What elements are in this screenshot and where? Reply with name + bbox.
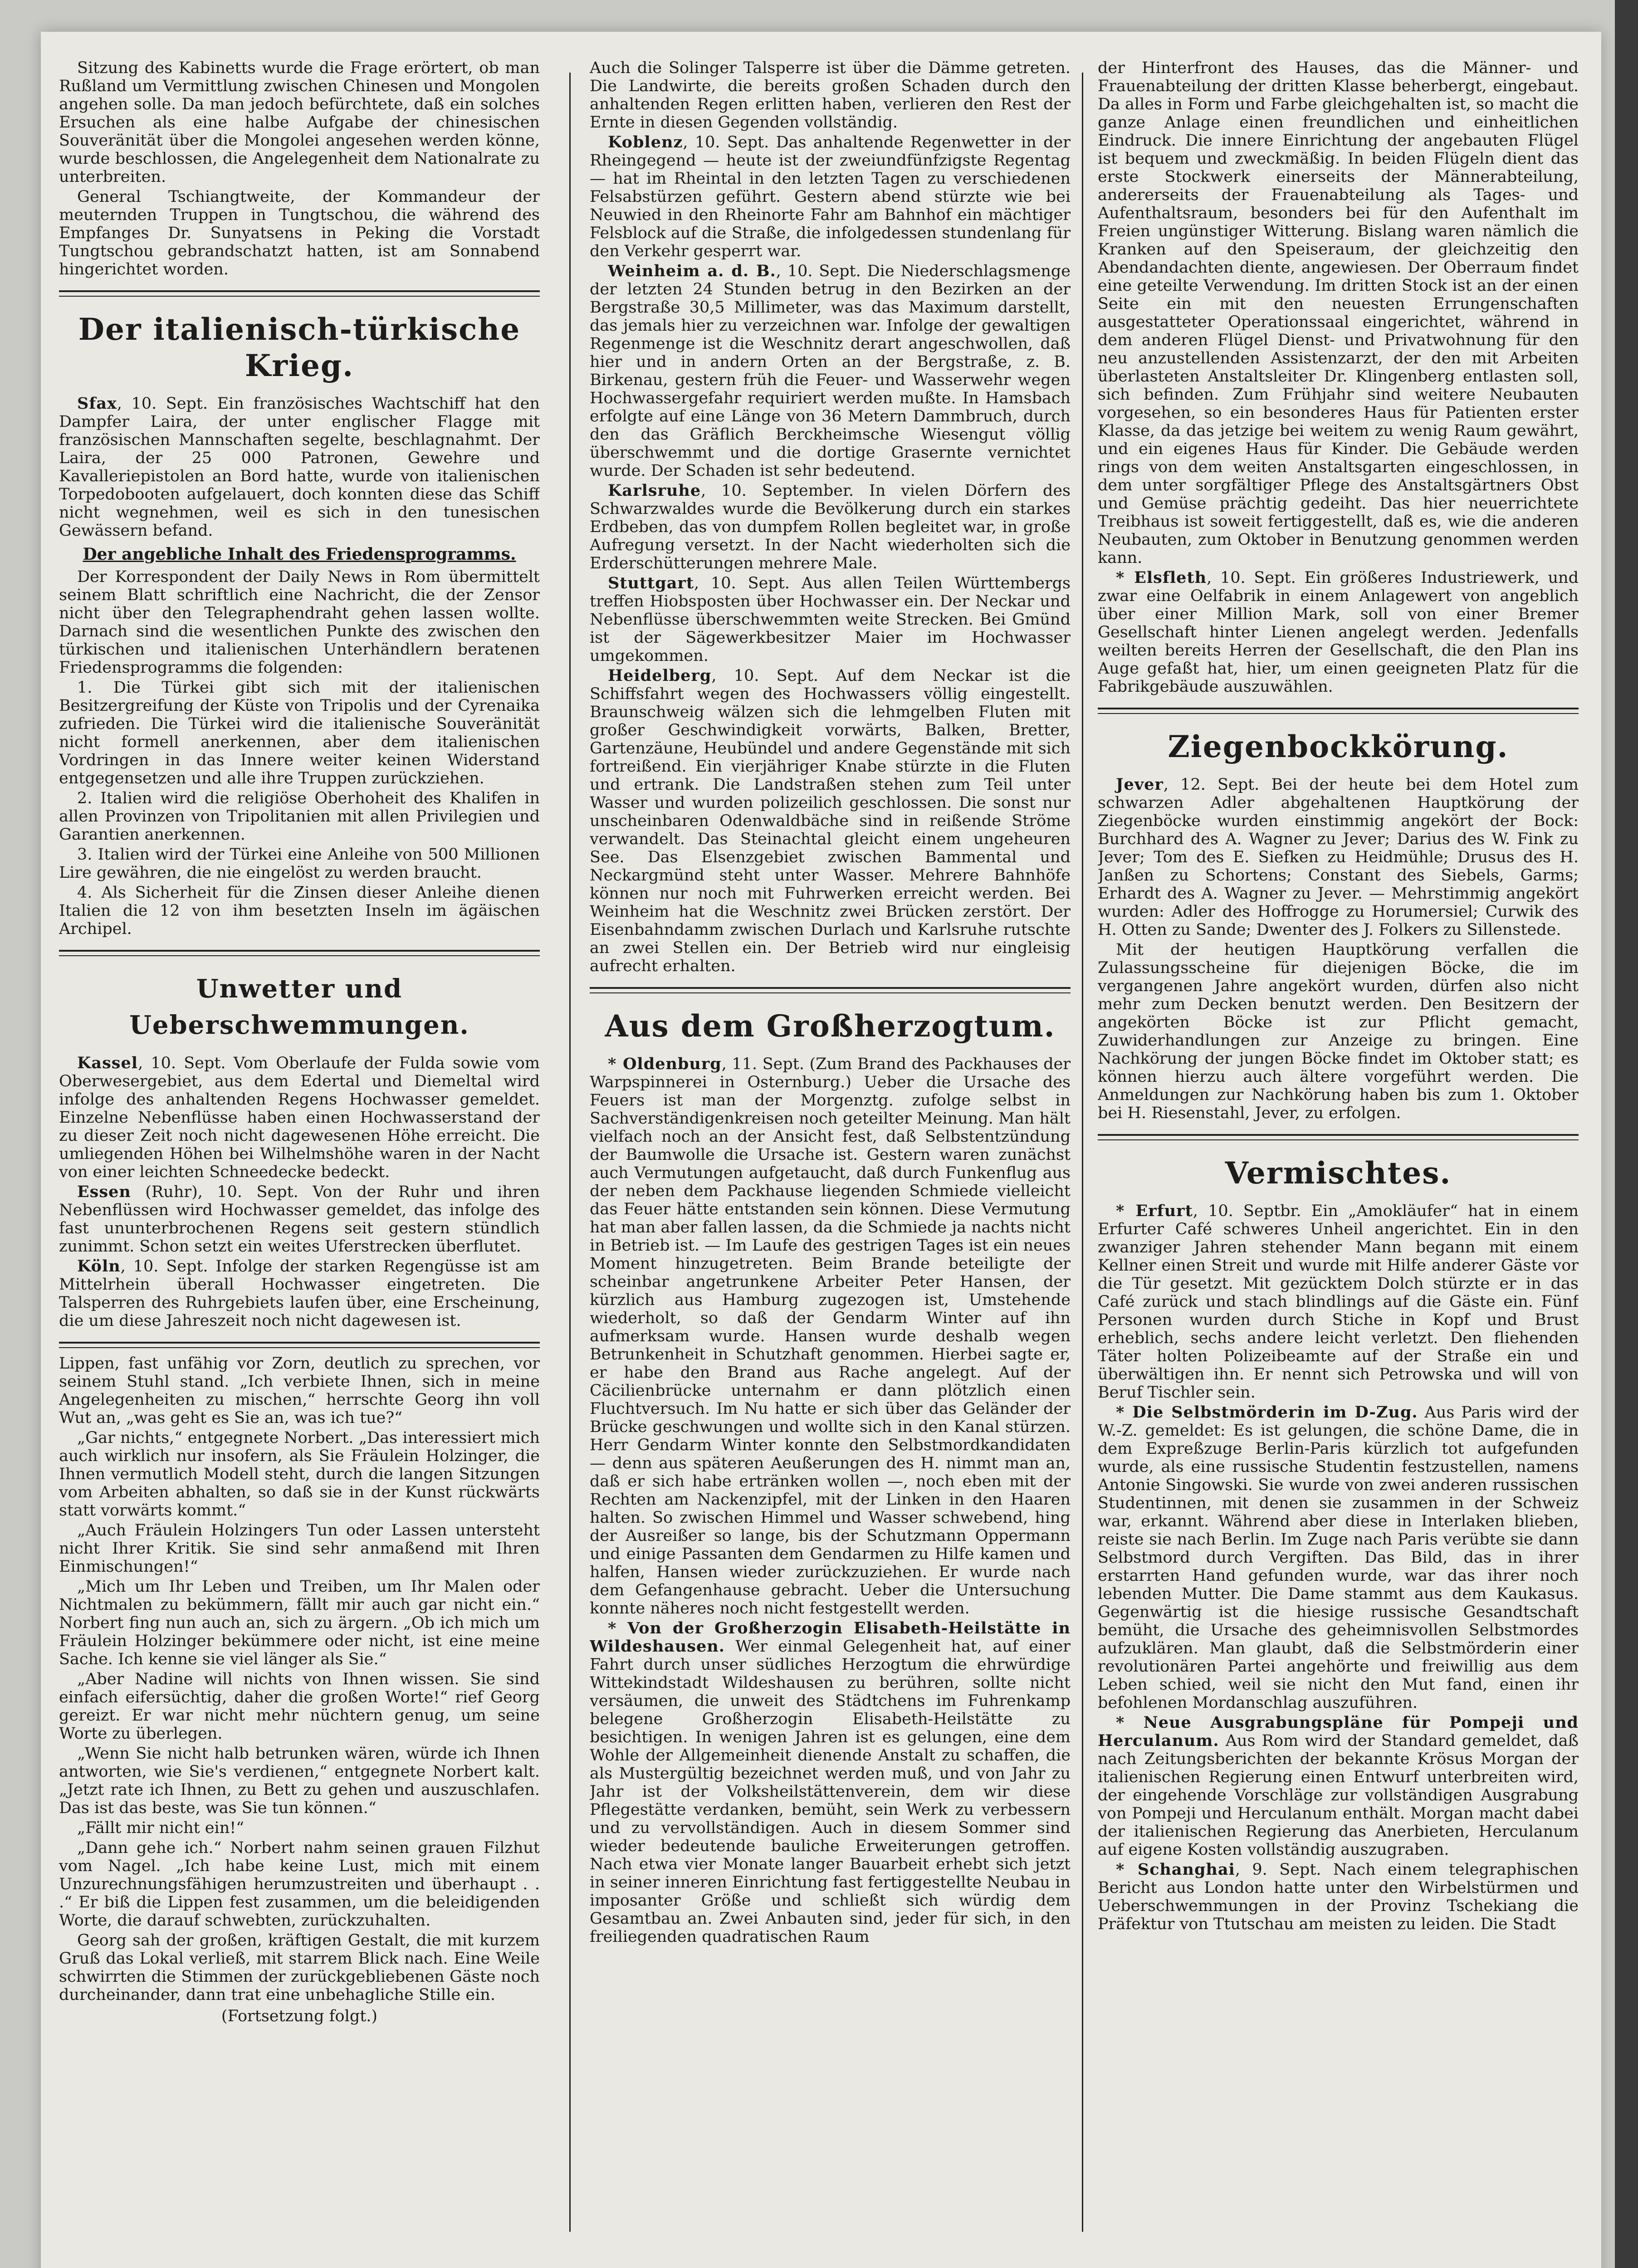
dateline: Heidelberg [608, 666, 712, 685]
column-1 [59, 59, 540, 2263]
section-divider [59, 296, 540, 297]
section-divider [59, 290, 540, 292]
dateline: * Von der Großherzogin Elisabeth-Heilstätte in Wildeshausen. [590, 1619, 1071, 1656]
column-rule [1082, 73, 1083, 2232]
dateline: Jever [1116, 775, 1164, 794]
news-text: , 10. Sept. Infolge der starken Regengüsse ist am Mittelrhein überall Hochwasser eingetreten. Die Talsperren des Ruhrgebiets laufen über, eine Erscheinung, die um diese Jahreszeit noch nicht dagewesen ist. [59, 1257, 540, 1330]
news-text: , 10. Sept. Ein französisches Wachtschiff hat den Dampfer Laira, der unter englischer Flagge mit französischen Mannschaften segelte, beschlagnahmt. Der Laira, der 25 000 Patronen, Gewehre und Kavalleriepistolen an Bord hatte, wurde von italienischen Torpedobooten aufgelauert, doch konnten diese das Schiff nicht wegnehmen, weil es sich in den tunesischen Gewässern befand. [59, 395, 540, 540]
article-text: Sitzung des Kabinetts wurde die Frage erörtert, ob man Rußland um Vermittlung zwischen Chinesen und Mongolen angehen solle. Da man jedoch befürchtete, daß ein solches Ersuchen als eine halbe Aufgabe der chinesischen Souveränität über die Mongolei angesehen werden könne, wurde beschlossen, die Angelegenheit dem Nationalrate zu unterbreiten. [59, 59, 540, 186]
article-text: Auch die Solinger Talsperre ist über die Dämme getreten. Die Landwirte, die bereits großen Schaden durch den anhaltenden Regen erlitten haben, verlieren den Rest der Ernte in diesen Gegenden vollständig. [590, 59, 1071, 132]
news-text: , 10. September. In vielen Dörfern des Schwarzwaldes wurde die Bevölkerung durch ein starkes Erdbeben, das von dumpfem Rollen begleitet war, in große Aufregung versetzt. In der Nacht wiederholten sich die Erderschütterungen mehrere Male. [590, 482, 1071, 572]
news-item [590, 667, 1071, 975]
news-item [59, 1257, 540, 1330]
dateline: Kassel [77, 1054, 138, 1072]
dateline: Weinheim a. d. B. [608, 262, 776, 280]
news-item [590, 1619, 1071, 1946]
column-3 [1098, 59, 1579, 2263]
news-item [1098, 1714, 1579, 1859]
news-text: , 10. Sept. Vom Oberlaufe der Fulda sowie vom Oberwesergebiet, aus dem Edertal und Diemeltal wird infolge des anhaltenden Regens Hochwasser gemeldet. Einzelne Nebenflüsse haben einen Hochwasserstand der zu dieser Zeit noch nicht dagewesenen Höhe erreicht. Die umliegenden Höhen bei Wilhelmshöhe waren in der Nacht von einer leichten Schneedecke bedeckt. [59, 1054, 540, 1181]
section-divider [1098, 1139, 1579, 1140]
section-divider [1098, 1134, 1579, 1136]
section-divider [1098, 708, 1579, 709]
news-item [590, 574, 1071, 665]
news-text: , 10. Sept. Das anhaltende Regenwetter in der Rheingegend — heute ist der zweiundfünfzigste Regentag — hat im Rheintal in den letzten Tagen zu verschiedenen Felsabstürzen geführt. Gestern abend stürzte wie bei Neuwied in den Rheinorte Fahr am Bahnhof ein mächtiger Felsblock auf die Straße, die infolgedessen stundenlang für den Verkehr gesperrt war. [590, 133, 1071, 260]
dateline: Essen [77, 1183, 131, 1201]
column-2 [590, 59, 1071, 2263]
news-item [1098, 569, 1579, 696]
news-text: , 10. Septbr. Ein „Amokläufer“ hat in einem Erfurter Café schweres Unheil angerichtet. Ein in den zwanziger Jahren stehender Mann begann mit einem Kellner einen Streit und wurde mit Hilfe anderer Gäste vor die Tür gesetzt. Mit gezücktem Dolch stürzte er in das Café zurück und stach blindlings auf die Gäste ein. Fünf Personen wurden durch Stiche in Kopf und Brust erheblich, sechs andere leicht verletzt. Den fliehenden Täter holten Polizeibeamte auf der Straße ein und überwältigen ihn. Er nennt sich Petrowska und will von Beruf Tischler sein. [1098, 1202, 1579, 1402]
scan-edge [1615, 0, 1638, 2268]
section-heading: Aus dem Großherzogtum. [605, 1008, 1056, 1044]
section-divider [59, 955, 540, 956]
article-text: der Hinterfront des Hauses, das die Männer- und Frauenabteilung der dritten Klasse beherbergt, eingebaut. Da alles in Form und Farbe gleichgehalten ist, so macht die ganze Anlage einen freundlichen und einheitlichen Eindruck. Die innere Einrichtung der angebauten Flügel ist bequem und zweckmäßig. In beiden Flügeln dient das erste Stockwerk einerseits der Männerabteilung, andererseits der Frauenabteilung als Tages- und Aufenthaltsraum, besonders bei für den Aufenthalt im Freien ungünstiger Witterung. Bislang waren nämlich die Kranken auf den Speiseraum, der gleichzeitig den Abendandachten diente, angewiesen. Der Oberraum findet eine geteilte Verwendung. Im dritten Stock ist an der einen Seite ein mit den neuesten Errungenschaften ausgestatteter Operationssaal eingerichtet, während in dem anderen Flügel Dienst- und Privatwohnung für den neu anzustellenden Assistenzarzt, der den mit Arbeiten überlasteten Anstaltsleiter Dr. Klingenberg entlasten soll, sich befinden. Zum Frühjahr sind weitere Neubauten vorgesehen, so ein besonderes Haus für Patienten erster Klasse, da das jetzige bei weitem zu wenig Raum gewährt, und ein eigenes Haus für Kinder. Die Gebäude werden rings von dem weiten Anstaltsgarten eingeschlossen, in dem unter sorgfältiger Pflege des Anstaltsgärtners Obst und Gemüse prächtig gedeiht. Das hier neuerrichtete Treibhaus ist soweit fertiggestellt, daß es, wie die anderen Neubauten, zum Oktober in Benutzung genommen werden kann. [1098, 59, 1579, 567]
dateline: * Elsfleth [1116, 568, 1207, 587]
dateline: * Die Selbstmörderin im D-Zug. [1116, 1403, 1418, 1422]
dateline: Karlsruhe [608, 481, 701, 500]
dateline: Koblenz [608, 133, 683, 152]
dateline: Sfax [77, 394, 117, 413]
section-heading: Der italienisch-türkische Krieg. [78, 312, 521, 383]
section-divider [59, 1342, 540, 1344]
article-text: 4. Als Sicherheit für die Zinsen dieser Anleihe dienen Italien die 12 von ihm besetzten Inseln im ägäischen Archipel. [59, 884, 540, 938]
dateline: * Oldenburg [608, 1055, 722, 1073]
dateline: * Schanghai [1116, 1860, 1235, 1879]
section-divider [590, 992, 1071, 993]
section-divider [1098, 713, 1579, 714]
news-item [59, 395, 540, 540]
serial-text: „Mich um Ihr Leben und Treiben, um Ihr Malen oder Nichtmalen zu bekümmern, fällt mir auch gar nicht ein.“ Norbert fing nun auch an, sich zu ärgern. „Ob ich mich um Fräulein Holzinger bekümmere oder nicht, ist eine meine Sache. Ich kenne sie viel länger als Sie.“ [59, 1578, 540, 1668]
column-rule [569, 73, 571, 2232]
news-item [590, 1055, 1071, 1618]
news-item [1098, 776, 1579, 939]
section-heading: Ziegenbockkörung. [1168, 729, 1509, 764]
dateline: * Neue Ausgrabungspläne für Pompeji und Herculanum. [1098, 1713, 1579, 1750]
news-item [1098, 1202, 1579, 1402]
news-item [59, 1183, 540, 1256]
section-heading: Vermischtes. [1225, 1155, 1452, 1191]
serial-text: „Dann gehe ich.“ Norbert nahm seinen grauen Filzhut vom Nagel. „Ich habe keine Lust, mich mit einem Unzurechnungsfähigen herumzustreiten und überhaupt . . .“ Er biß die Lippen fest zusammen, um die beleidigenden Worte, die darauf schwebten, zurückzuhalten. [59, 1839, 540, 1930]
article-text: 1. Die Türkei gibt sich mit der italienischen Besitzergreifung der Küste von Tripolis und der Cyrenaika zufrieden. Die Türkei wird die italienische Souveränität nicht formell anerkennen, aber dem italienischen Vordringen in das Innere weiter keinen Widerstand entgegensetzen und alle ihre Truppen zurückziehen. [59, 679, 540, 787]
news-text: Wer einmal Gelegenheit hat, auf einer Fahrt durch unser südliches Herzogtum die ehrwürdige Wittekindstadt Wildeshausen zu berühren, sollte nicht versäumen, die unweit des Städtchens im Fuhrenkamp belegene Großherzogin Elisabeth-Heilstätte zu besichtigen. In wenigen Jahren ist es gelungen, eine dem Wohle der Allgemeinheit dienende Anstalt zu schaffen, die als Mustergültig bezeichnet werden muß, und von Jahr zu Jahr ist der Volksheilstättenverein, dem wir diese Pflegestätte verdanken, bemüht, sein Werk zu verbessern und zu vervollständigen. Auch in diesem Sommer sind wieder bedeutende bauliche Erweiterungen getroffen. Nach etwa vier Monate langer Bauarbeit erhebt sich jetzt in seiner inneren Einrichtung fast fertiggestellte Neubau in imposanter Größe und schließt sich würdig dem Gesamtbau an. Zwei Anbauten sind, jeder für sich, in den freiliegenden quadratischen Raum [590, 1637, 1071, 1946]
serial-text: Lippen, fast unfähig vor Zorn, deutlich zu sprechen, vor seinem Stuhl stand. „Ich verbiete Ihnen, sich in meine Angelegenheiten zu mischen,“ herrschte Georg ihn voll Wut an, „was geht es Sie an, was ich tue?“ [59, 1354, 540, 1427]
article-text: Der Korrespondent der Daily News in Rom übermittelt seinem Blatt schriftlich eine Nachricht, die der Zensor nicht über den Telegraphendraht gehen lassen wollte. Darnach sind die wesentlichen Punkte des zwischen den türkischen und italienischen Unterhändlern beratenen Friedensprogramms die folgenden: [59, 568, 540, 677]
dateline: * Erfurt [1116, 1202, 1193, 1220]
news-text: , 11. Sept. (Zum Brand des Packhauses der Warpspinnerei in Osternburg.) Ueber die Ursache des Feuers ist man der Morgenztg. zufolge selbst in Sachverständigenkreisen noch geteilter Meinung. Man hält vielfach noch an der Ansicht fest, daß Selbstentzündung der Baumwolle die Ursache ist. Gestern waren zunächst auch Vermutungen aufgetaucht, daß durch Funkenflug aus der neben dem Packhause liegenden Schmiede vielleicht das Feuer hätte entstanden sein können. Diese Vermutung hat man aber fallen lassen, da die Schmiede ja nachts nicht in Betrieb ist. — Im Laufe des gestrigen Tages ist ein neues Moment hinzugetreten. Beim Brande beteiligte der scheinbar angetrunkene Arbeiter Peter Hansen, der kürzlich aus Hamburg zugezogen ist, Umstehende wiederholt, so daß der Gendarm Winter auf ihn aufmerksam wurde. Hansen wurde deshalb wegen Betrunkenheit in Schutzhaft genommen. Hierbei sagte er, er habe den Brand aus Rache angelegt. Auf der Cäcilienbrücke unternahm er dann plötzlich einen Fluchtversuch. Im Nu hatte er sich über das Geländer der Brücke geschwungen und wollte sich in den Kanal stürzen. Herr Gendarm Winter konnte den Selbstmordkandidaten — denn aus späteren Aeußerungen des H. nimmt man an, daß er sich habe ertränken wollen —, noch eben mit der Rechten am Nackenzipfel, mit der Linken in den Haaren halten. So zwischen Himmel und Wasser schwebend, hing der Ausreißer so lange, bis der Schutzmann Oppermann und einige Passanten dem Gendarmen zu Hilfe kamen und halfen, Hansen wieder zurückzuziehen. Er wurde nach dem Gefangenhause gebracht. Ueber die Untersuchung konnte näheres noch nicht festgestellt werden. [590, 1055, 1071, 1618]
serial-text: Georg sah der großen, kräftigen Gestalt, die mit kurzem Gruß das Lokal verließ, mit starrem Blick nach. Eine Weile schwirrten die Stimmen der zurückgebliebenen Gäste noch durcheinander, dann trat eine unbehagliche Stille ein. [59, 1931, 540, 2004]
news-text: , 10. Sept. Auf dem Neckar ist die Schiffsfahrt wegen des Hochwassers völlig eingestellt. Braunschweig wälzen sich die lehmgelben Fluten mit großer Geschwindigkeit vorwärts, Balken, Bretter, Gartenzäune, Heubündel und andere Gegenstände mit sich fortreißend. Ein vierjähriger Knabe stürzte in die Fluten und ertrank. Die Landstraßen stehen zum Teil unter Wasser und wurden polizeilich geschlossen. Die sonst nur unscheinbaren Odenwaldbäche sind in reißende Ströme verwandelt. Das Steinachtal gleicht einem ungeheuren See. Das Elsenzgebiet zwischen Bammental und Neckargmünd steht unter Wasser. Mehrere Bahnhöfe können nur noch mit Fuhrwerken erreicht werden. Bei Weinheim hat die Weschnitz zwei Brücken zerstört. Der Eisenbahndamm zwischen Durlach und Karlsruhe rutschte an zwei Stellen ein. Der Betrieb wird nur eingleisig aufrecht erhalten. [590, 667, 1071, 975]
serial-text: „Gar nichts,“ entgegnete Norbert. „Das interessiert mich auch wirklich nur insofern, als Sie Fräulein Holzinger, die Ihnen vermutlich Modell steht, durch die langen Sitzungen vom Arbeiten abhalten, so daß sie in der Kunst rückwärts statt vorwärts kommt.“ [59, 1429, 540, 1520]
section-divider [59, 1347, 540, 1348]
news-item [1098, 1861, 1579, 1933]
article-text: General Tschiangtweite, der Kommandeur der meuternden Truppen in Tungtschou, die während des Empfanges Dr. Sunyatsens in Peking die Vorstadt Tungtschou gebrandschatzt hatten, ist am Sonnabend hingerichtet worden. [59, 188, 540, 279]
section-divider [59, 950, 540, 952]
news-text: , 9. Sept. Nach einem telegraphischen Bericht aus London hatte unter den Wirbelstürmen und Ueberschwemmungen in der Provinz Tschekiang die Präfektur von Ttutschau am meisten zu leiden. Die Stadt [1098, 1861, 1579, 1933]
news-text: , 10. Sept. Die Niederschlagsmenge der letzten 24 Stunden betrug in den Bezirken an der Bergstraße 30,5 Millimeter, was das Maximum darstellt, das jemals hier zu verzeichnen war. Infolge der gewaltigen Regenmenge ist die Weschnitz derart angeschwollen, daß hier und in andern Orten an der Bergstraße, z. B. Birkenau, gestern früh die Feuer- und Wasserwehr wegen Hochwassergefahr requiriert werden mußte. In Hamsbach erfolgte auf eine Länge von 36 Metern Dammbruch, durch den das Gräflich Berckheimsche Wiesengut völlig überschwemmt und die dortige Grasernte vernichtet wurde. Der Schaden ist sehr bedeutend. [590, 262, 1071, 480]
article-text: 3. Italien wird der Türkei eine Anleihe von 500 Millionen Lire gewähren, die nie eingelöst zu werden braucht. [59, 846, 540, 882]
news-text: Aus Paris wird der W.-Z. gemeldet: Es ist gelungen, die schöne Dame, die in dem Expreßzuge Berlin-Paris kürzlich tot aufgefunden wurde, als eine russische Studentin festzustellen, namens Antonie Singowski. Sie wurde von zwei anderen russischen Studentinnen, mit denen sie zusammen in der Schweiz war, erkannt. Während aber diese in Interlaken blieben, reiste sie nach Berlin. Im Zuge nach Paris verübte sie dann Selbstmord durch Vergiften. Das Bild, das in ihrer erstarrten Hand gefunden wurde, war das ihrer noch lebenden Mutter. Die Dame stammt aus dem Kaukasus. Gegenwärtig ist die hiesige russische Gesandtschaft bemüht, die Ursache des geheimnisvollen Selbstmordes aufzuklären. Man glaubt, daß die Selbstmörderin einer revolutionären Partei angehörte und freiwillig aus dem Leben schied, weil sie nicht den Mut fand, einen ihr befohlenen Mordanschlag auszuführen. [1098, 1403, 1579, 1712]
news-text: Aus Rom wird der Standard gemeldet, daß nach Zeitungsberichten der bekannte Krösus Morgan der italienischen Regierung einen Entwurf unterbreiten wird, der eingehende Vorschläge zur vollständigen Ausgrabung von Pompeji und Herculanum enthält. Morgan macht dabei der italienischen Regierung das Anerbieten, Herculanum auf eigene Kosten vollständig auszugraben. [1098, 1732, 1579, 1859]
section-heading: Unwetter und Ueberschwemmungen. [129, 974, 469, 1040]
serial-text: „Fällt mir nicht ein!“ [77, 1819, 244, 1837]
dateline: Stuttgart [608, 574, 694, 592]
news-text: (Ruhr), 10. Sept. Von der Ruhr und ihren Nebenflüssen wird Hochwasser gemeldet, das infolge des fast ununterbrochenen Regens seit gestern stündlich zunimmt. Schon setzt ein weites Uferstrecken überflutet. [59, 1183, 540, 1256]
news-item [590, 262, 1071, 480]
news-text: , 10. Sept. Ein größeres Industriewerk, und zwar eine Oelfabrik in einem Anlagewert von angeblich über einer Million Mark, soll von einer Bremer Gesellschaft hinter Lienen angelegt werden. Jedenfalls weilten bereits Herren der Gesellschaft, die den Plan ins Auge gefaßt hat, hier, um einen geeigneten Platz für die Fabrikgebäude auszuwählen. [1098, 569, 1579, 696]
news-text: , 12. Sept. Bei der heute bei dem Hotel zum schwarzen Adler abgehaltenen Hauptkörung der Ziegenböcke wurden einstimmig angekört der Bock: Burchhard des A. Wagner zu Jever; Darius des W. Fink zu Jever; Tom des E. Siefken zu Heidmühle; Drusus des H. Janßen zu Schortens; Constant des Siebels, Garms; Erhardt des A. Wagner zu Jever. — Mehrstimmig angekört wurden: Adler des Hoffrogge zu Horumersiel; Curwik des H. Otten zu Sande; Dwenter des J. Folkers zu Sillenstede. [1098, 776, 1579, 939]
continuation-note: (Fortsetzung folgt.) [221, 2007, 378, 2025]
serial-text: „Aber Nadine will nichts von Ihnen wissen. Sie sind einfach eifersüchtig, daher die großen Worte!“ rief Georg gereizt. Er war nicht mehr nüchtern genug, um seine Worte zu überlegen. [59, 1670, 540, 1743]
serial-text: „Auch Fräulein Holzingers Tun oder Lassen untersteht nicht Ihrer Kritik. Sie sind sehr anmaßend mit Ihren Einmischungen!“ [59, 1521, 540, 1576]
subheading: Der angebliche Inhalt des Friedensprogramms. [83, 545, 516, 564]
news-item [590, 482, 1071, 572]
news-item [590, 133, 1071, 260]
section-divider [590, 987, 1071, 989]
news-item [59, 1054, 540, 1181]
news-text: , 10. Sept. Aus allen Teilen Württembergs treffen Hiobsposten über Hochwasser ein. Der Neckar und Nebenflüsse überschwemmten weite Strecken. Bei Gmünd ist der Sägewerkbesitzer Maier im Hochwasser umgekommen. [590, 574, 1071, 665]
serial-text: „Wenn Sie nicht halb betrunken wären, würde ich Ihnen antworten, wie Sie's verdienen,“ entgegnete Norbert kalt. „Jetzt rate ich Ihnen, zu Bett zu gehen und auszuschlafen. Das ist das beste, was Sie tun können.“ [59, 1745, 540, 1817]
article-text: 2. Italien wird die religiöse Oberhoheit des Khalifen in allen Provinzen von Tripolitanien mit allen Privilegien und Garantien anerkennen. [59, 789, 540, 844]
news-item [1098, 1403, 1579, 1712]
dateline: Köln [77, 1257, 121, 1276]
article-text: Mit der heutigen Hauptkörung verfallen die Zulassungsscheine für diejenigen Böcke, die im vergangenen Jahre angekört wurden, dürfen also nicht mehr zum Decken benutzt werden. Den Besitzern der angekörten Böcke ist zur Pflicht gemacht, Zuwiderhandlungen zur Anzeige zu bringen. Eine Nachkörung der jungen Böcke findet im Oktober statt; es können hierzu auch ältere vorgeführt werden. Die Anmeldungen zur Nachkörung haben bis zum 1. Oktober bei H. Riesenstahl, Jever, zu erfolgen. [1098, 941, 1579, 1122]
